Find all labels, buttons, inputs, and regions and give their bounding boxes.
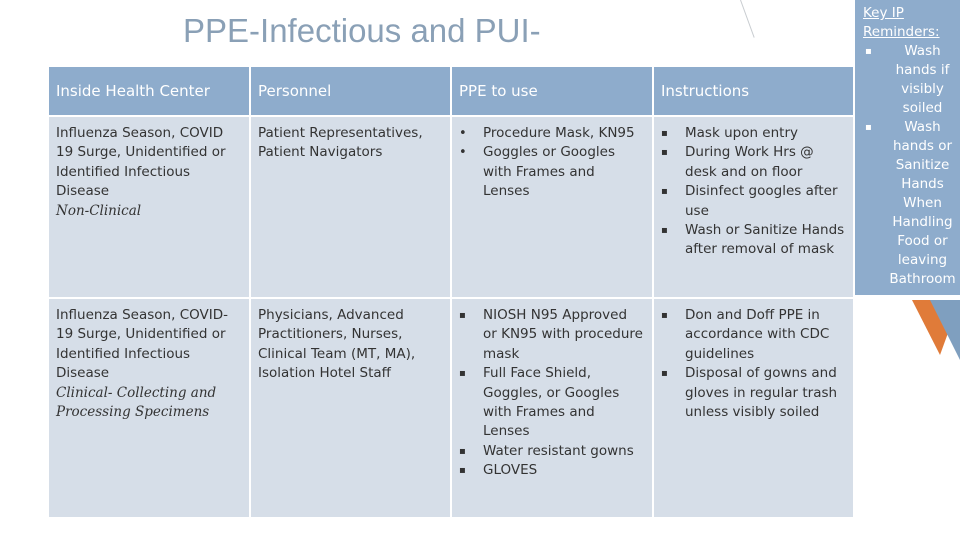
table-header-row (49, 67, 853, 115)
ppe-table (47, 65, 855, 519)
header-inside-health-center: Inside Health Center (49, 67, 249, 115)
list-item: ▪ Don and Doff PPE in accordance with CDC guidelines (661, 307, 830, 362)
bullet-square-icon: ▪ (459, 465, 466, 477)
reminders-list (855, 42, 960, 289)
ppe-cell (452, 117, 652, 297)
setting-category: Non-Clinical (56, 202, 142, 219)
list-item: ▪ Mask upon entry (661, 124, 846, 143)
decorative-line (740, 0, 755, 38)
bullet-square-icon: ▪ (661, 310, 668, 321)
list-item: ▪ Wash hands or Sanitize Hands When Handling Food or leaving Bathroom (865, 119, 956, 287)
table-row (49, 117, 853, 297)
setting-cell (49, 117, 249, 297)
bullet-square-icon: ▪ (865, 122, 872, 133)
slide-title: PPE-Infectious and PUI- (183, 12, 541, 49)
bullet-square-icon: ▪ (661, 147, 668, 159)
personnel-cell (251, 299, 450, 517)
bullet-dot-icon: • (459, 145, 467, 161)
bullet-square-icon: ▪ (661, 225, 668, 237)
bullet-square-icon: ▪ (661, 368, 668, 380)
instructions-cell (654, 299, 853, 517)
bullet-square-icon: ▪ (459, 368, 466, 380)
bullet-square-icon: ▪ (459, 310, 466, 321)
ppe-cell (452, 299, 652, 517)
key-ip-reminders-box (855, 0, 960, 295)
bullet-square-icon: ▪ (661, 186, 668, 198)
list-item: ▪ Disposal of gowns and gloves in regular trash unless visibly soiled (661, 365, 838, 421)
setting-category: Clinical- Collecting and Processing Specimens (56, 384, 217, 421)
header-ppe-to-use: PPE to use (452, 67, 652, 115)
setting-cell (49, 299, 249, 517)
list-item: ▪ Wash or Sanitize Hands after removal of mask (661, 222, 845, 258)
ppe-list (459, 124, 645, 202)
setting-text: Influenza Season, COVID 19 Surge, Unidentified or Identified Infectious Disease (56, 125, 226, 200)
instructions-list (661, 306, 846, 422)
list-item: ▪ NIOSH N95 Approved or KN95 with procedure mask (459, 307, 643, 362)
personnel-text: Physicians, Advanced Practitioners, Nurses, Clinical Team (MT, MA), Isolation Hotel Staff (258, 307, 416, 382)
blue-accent-triangle (930, 300, 960, 360)
list-item: • Goggles or Googles with Frames and Lenses (459, 144, 615, 200)
bullet-square-icon: ▪ (661, 128, 668, 139)
header-personnel: Personnel (251, 67, 450, 115)
reminders-heading: Key IP Reminders: (863, 5, 940, 40)
personnel-text: Patient Representatives, Patient Navigators (258, 125, 423, 161)
bullet-dot-icon: • (459, 126, 467, 141)
list-item: ▪ Water resistant gowns (459, 442, 645, 461)
personnel-cell (251, 117, 450, 297)
list-item: ▪ Full Face Shield, Goggles, or Googles with Frames and Lenses (459, 365, 620, 440)
table-row (49, 299, 853, 517)
list-item: ▪ Wash hands if visibly soiled (865, 43, 950, 116)
list-item: ▪ Disinfect googles after use (661, 183, 838, 219)
list-item: ▪ GLOVES (459, 461, 645, 480)
setting-text: Influenza Season, COVID-19 Surge, Unidentified or Identified Infectious Disease (56, 307, 228, 382)
bullet-square-icon: ▪ (865, 46, 872, 57)
header-instructions: Instructions (654, 67, 853, 115)
instructions-list (661, 124, 846, 260)
list-item: ▪ During Work Hrs @ desk and on floor (661, 144, 814, 180)
ppe-list (459, 306, 645, 481)
bullet-square-icon: ▪ (459, 445, 466, 457)
instructions-cell (654, 117, 853, 297)
list-item: • Procedure Mask, KN95 (459, 124, 645, 143)
